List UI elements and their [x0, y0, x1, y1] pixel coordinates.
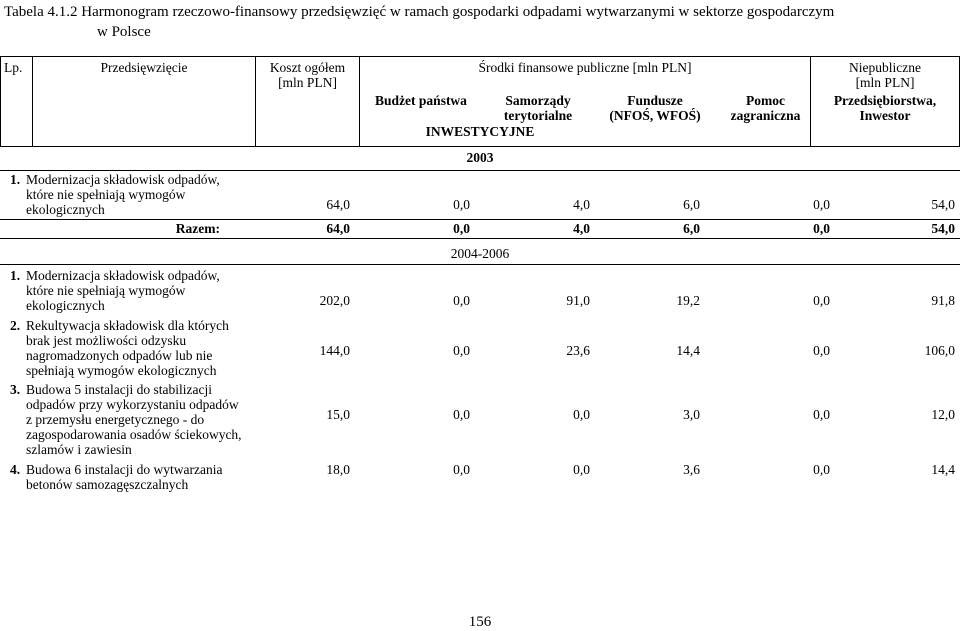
header-przedsiewziecie: Przedsięwzięcie	[100, 60, 188, 75]
description-line: nagromadzonych odpadów lub nie	[26, 348, 213, 363]
description-line: betonów samozagęszczalnych	[26, 477, 189, 492]
cell-koszt: 18,0	[326, 462, 350, 477]
cell-niepubliczne: 12,0	[931, 407, 955, 422]
header-pomoc-line1: Pomoc	[746, 93, 785, 108]
total-pomoc: 0,0	[813, 221, 830, 236]
header-samorzady-line1: Samorządy	[505, 93, 571, 108]
row-2004-2-description	[10, 318, 229, 378]
description-line: Rekultywacja składowisk dla których	[26, 318, 229, 333]
cell-budzet: 0,0	[453, 293, 470, 308]
row-2004-3-description	[10, 382, 242, 457]
caption-line-1: Tabela 4.1.2 Harmonogram rzeczowo-finansowy przedsięwzięć w ramach gospodarki odpadami wytwarzanymi w sektorze gospodarczym	[4, 4, 835, 20]
total-niepubliczne: 54,0	[931, 221, 955, 236]
description-line: szlamów i zawiesin	[26, 442, 132, 457]
header-fundusze-line2: (NFOŚ, WFOŚ)	[609, 108, 701, 123]
header-fundusze-line1: Fundusze	[627, 93, 683, 108]
section-2004-2006-year: 2004-2006	[450, 246, 510, 261]
header-przedsiebiorstwa-line2: Inwestor	[859, 108, 911, 123]
description-line: Modernizacja składowisk odpadów,	[26, 172, 220, 187]
description-line: Budowa 6 instalacji do wytwarzania	[26, 462, 223, 477]
row-number: 4.	[10, 462, 21, 477]
cell-samorzady: 0,0	[573, 407, 590, 422]
cell-niepubliczne: 106,0	[924, 343, 955, 358]
description-line: odpadów przy wykorzystaniu odpadów	[26, 397, 239, 412]
cell-pomoc: 0,0	[813, 343, 830, 358]
cell-fundusze: 14,4	[676, 343, 700, 358]
cell-budzet: 0,0	[453, 197, 470, 212]
total-budzet: 0,0	[453, 221, 470, 236]
cell-budzet: 0,0	[453, 407, 470, 422]
cell-pomoc: 0,0	[813, 407, 830, 422]
description-line: z przemysłu energetycznego - do	[26, 412, 205, 427]
cell-pomoc: 0,0	[813, 293, 830, 308]
total-label: Razem:	[175, 221, 220, 236]
total-koszt: 64,0	[326, 221, 350, 236]
cell-koszt: 202,0	[319, 293, 350, 308]
section-2003-year: 2003	[466, 150, 494, 165]
total-samorzady: 4,0	[573, 221, 590, 236]
cell-koszt: 64,0	[326, 197, 350, 212]
description-line: Budowa 5 instalacji do stabilizacji	[26, 382, 212, 397]
cell-samorzady: 4,0	[573, 197, 590, 212]
header-lp: Lp.	[4, 60, 23, 75]
cell-budzet: 0,0	[453, 462, 470, 477]
cell-niepubliczne: 54,0	[931, 197, 955, 212]
header-niepubliczne-line1: Niepubliczne	[849, 60, 921, 75]
header-srodki-publiczne: Środki finansowe publiczne [mln PLN]	[478, 60, 692, 75]
row-number: 3.	[10, 382, 21, 397]
page-number: 156	[468, 614, 492, 630]
header-koszt-line1: Koszt ogółem	[269, 60, 346, 75]
row-number: 2.	[10, 318, 21, 333]
row-number: 1.	[10, 268, 21, 283]
cell-koszt: 15,0	[326, 407, 350, 422]
cell-pomoc: 0,0	[813, 197, 830, 212]
header-przedsiebiorstwa-line1: Przedsiębiorstwa,	[833, 93, 937, 108]
description-line: spełniają wymogów ekologicznych	[26, 363, 217, 378]
cell-niepubliczne: 91,8	[931, 293, 955, 308]
cell-fundusze: 3,0	[683, 407, 700, 422]
header-niepubliczne-line2: [mln PLN]	[855, 75, 915, 90]
row-2003-1-description	[10, 172, 220, 217]
cell-fundusze: 3,6	[683, 462, 700, 477]
description-line: Modernizacja składowisk odpadów,	[26, 268, 220, 283]
cell-samorzady: 0,0	[573, 462, 590, 477]
description-line: które nie spełniają wymogów	[26, 283, 186, 298]
description-line: brak jest możliwości odzysku	[26, 333, 187, 348]
row-2004-4-description	[10, 462, 222, 492]
description-line: ekologicznych	[26, 298, 105, 313]
cell-budzet: 0,0	[453, 343, 470, 358]
header-pomoc-line2: zagraniczna	[730, 108, 801, 123]
description-line: które nie spełniają wymogów	[26, 187, 186, 202]
header-samorzady-line2: terytorialne	[503, 108, 573, 123]
cell-pomoc: 0,0	[813, 462, 830, 477]
description-line: zagospodarowania osadów ściekowych,	[26, 427, 242, 442]
cell-fundusze: 19,2	[676, 293, 700, 308]
header-inwestycyjne: INWESTYCYJNE	[425, 124, 535, 139]
header-budzet-panstwa: Budżet państwa	[375, 93, 467, 108]
description-line: ekologicznych	[26, 202, 105, 217]
cell-samorzady: 91,0	[566, 293, 590, 308]
header-koszt-line2: [mln PLN]	[278, 75, 337, 90]
cell-koszt: 144,0	[319, 343, 350, 358]
cell-niepubliczne: 14,4	[931, 462, 955, 477]
row-2004-1-description	[10, 268, 220, 313]
cell-samorzady: 23,6	[566, 343, 590, 358]
row-number: 1.	[10, 172, 21, 187]
total-fundusze: 6,0	[683, 221, 700, 236]
cell-fundusze: 6,0	[683, 197, 700, 212]
caption-line-2: w Polsce	[97, 24, 151, 40]
